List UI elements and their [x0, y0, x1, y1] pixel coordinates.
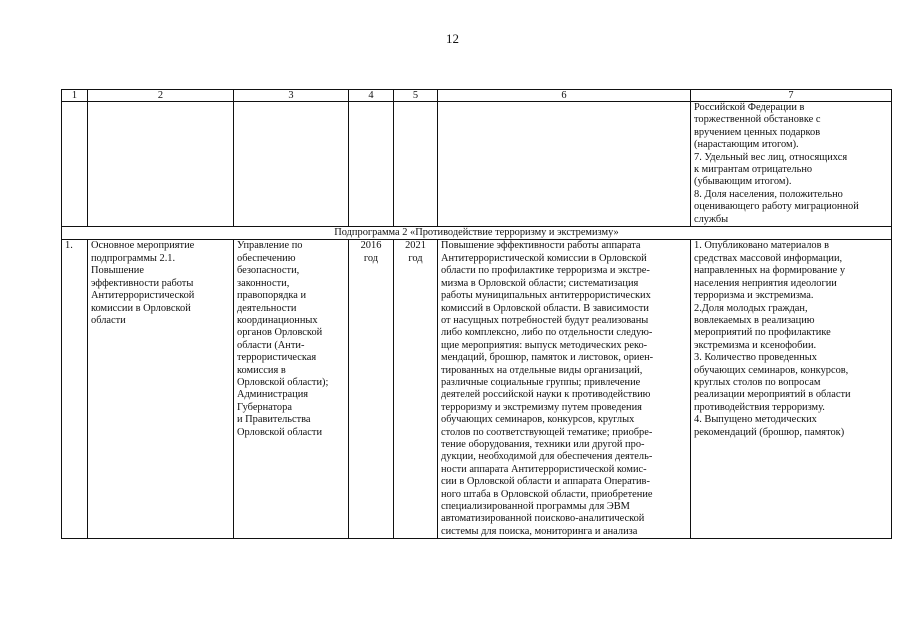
text-line: 2016 — [360, 240, 382, 252]
text-line: Повышение — [91, 265, 144, 277]
text-line: 1. Опубликовано материалов в — [694, 240, 829, 252]
text-line: к мигрантам отрицательно — [694, 164, 813, 176]
text-line: различные социальные группы; привлечение — [441, 376, 641, 388]
text-line: оценивающего работу миграционной — [694, 201, 859, 213]
subprogram-title: Подпрограмма 2 «Противодействие терроризму и экстремизму» — [62, 227, 892, 240]
text-line: законности, — [237, 277, 290, 289]
text-line: Повышение эффективности работы аппарата — [441, 240, 641, 252]
text-line: либо комплексно, либо по отдельности следую- — [441, 327, 653, 339]
text-line: деятелей российской науки к противодействию — [441, 389, 651, 401]
text-line: безопасности, — [237, 265, 300, 277]
text-line: 2.Доля молодых граждан, — [694, 302, 808, 314]
text-line: эффективности работы — [91, 277, 194, 289]
text-line: Российской Федерации в — [694, 102, 805, 113]
text-line: населения неприятия идеологии — [694, 277, 837, 289]
text-line: (нарастающим итогом). — [694, 139, 799, 151]
text-line: мероприятий по профилактике — [694, 327, 831, 339]
header-cell: 2 — [88, 90, 234, 102]
text-line: столов по соответствующей тематике; приобре- — [441, 426, 653, 438]
subprogram-row — [62, 227, 892, 240]
text-line: Управление по — [237, 240, 303, 252]
text-line: органов Орловской — [237, 327, 323, 339]
text-line: комиссий в Орловской области. В зависимости — [441, 302, 649, 314]
text-line: комиссия в — [237, 364, 286, 376]
text-line: Антитеррористической — [91, 290, 195, 302]
end-year-cell — [394, 240, 438, 539]
text-line: Администрация — [237, 389, 309, 401]
header-cell: 7 — [691, 90, 892, 102]
result-cell — [438, 240, 691, 539]
text-line: тение оборудования, техники или другой про- — [441, 438, 645, 450]
text-line: мизма в Орловской области; систематизация — [441, 277, 639, 289]
text-line: Основное мероприятие — [91, 240, 195, 252]
text-line: год — [363, 252, 379, 264]
text-line: Антитеррористической комиссии в Орловской — [441, 252, 647, 264]
text-line: обучающих семинаров, конкурсов, — [694, 364, 849, 376]
text-line: экстремизма и ксенофобии. — [694, 339, 817, 351]
text-line: Губернатора — [237, 401, 292, 413]
text-line: противодействия терроризму. — [694, 401, 825, 413]
executor-cell — [234, 240, 349, 539]
text-line: и Правительства — [237, 414, 311, 426]
header-cell: 1 — [62, 90, 88, 102]
header-cell: 6 — [438, 90, 691, 102]
text-line: работы муниципальных антитеррористических — [441, 290, 651, 302]
text-line: области по профилактике терроризма и экстре- — [441, 265, 650, 277]
text-line: направленных на формирование у — [694, 265, 846, 277]
text-line: области — [91, 314, 126, 326]
text-line: комиссии в Орловской — [91, 302, 191, 314]
continued-row — [62, 102, 892, 227]
text-line: мендаций, брошюр, памяток и листовок, ориен- — [441, 352, 654, 364]
header-cell: 5 — [394, 90, 438, 102]
text-line: торжественной обстановке с — [694, 114, 821, 126]
text-line: вовлекаемых в реализацию — [694, 314, 815, 326]
text-line: 8. Доля населения, положительно — [694, 188, 843, 200]
text-line: ного штаба в Орловской области, приобретение — [441, 488, 653, 500]
measure-row — [62, 240, 892, 539]
text-line: специализированной программы для ЭВМ — [441, 501, 630, 512]
text-line: (убывающим итогом). — [694, 176, 792, 188]
program-table — [61, 89, 892, 539]
text-line: 2021 — [405, 240, 426, 252]
header-cell: 4 — [349, 90, 394, 102]
text-line: тированных на отдельные виды организаций, — [441, 364, 643, 376]
continued-indicators-cell — [691, 102, 892, 227]
text-line: 7. Удельный вес лиц, относящихся — [694, 151, 848, 163]
text-line: Орловской области); — [237, 376, 329, 388]
text-line: реализации мероприятий в области — [694, 389, 851, 401]
text-line: ности аппарата Антитеррористической комис- — [441, 463, 647, 475]
text-line: год — [408, 252, 423, 264]
text-line: деятельности — [237, 302, 297, 314]
header-row — [62, 90, 892, 102]
text-line: сии в Орловской области и аппарата Оператив- — [441, 476, 650, 488]
text-line: от насущных потребностей будут реализованы — [441, 314, 649, 326]
text-line: средствах массовой информации, — [694, 252, 843, 264]
text-line: 3. Количество проведенных — [694, 352, 817, 364]
text-line: области (Анти- — [237, 339, 305, 351]
text-line: дукции, необходимой для обеспечения деятель- — [441, 451, 653, 463]
text-line: терроризма и экстремизма. — [694, 290, 814, 302]
header-cell: 3 — [234, 90, 349, 102]
page-number: 12 — [446, 31, 459, 46]
measure-cell — [88, 240, 234, 539]
row-number: 1. — [62, 240, 88, 539]
text-line: щие мероприятия: выпуск методических реко- — [441, 339, 648, 351]
text-line: Орловской области — [237, 426, 323, 438]
text-line: круглых столов по вопросам — [694, 376, 821, 388]
text-line: 4. Выпущено методических — [694, 414, 817, 426]
text-line: рекомендаций (брошюр, памяток) — [694, 426, 845, 438]
text-line: вручением ценных подарков — [694, 126, 821, 138]
text-line: обеспечению — [237, 252, 296, 264]
text-line: терроризму и экстремизму путем проведения — [441, 401, 642, 413]
text-line: правопорядка и — [237, 290, 307, 302]
text-line: системы для поиска, мониторинга и анализа — [441, 525, 638, 537]
text-line: координационных — [237, 314, 318, 326]
text-line: автоматизированной поисково-аналитической — [441, 513, 645, 525]
start-year-cell — [349, 240, 394, 539]
text-line: подпрограммы 2.1. — [91, 252, 176, 264]
text-line: террористическая — [237, 352, 317, 364]
indicators-cell — [691, 240, 892, 539]
text-line: обучающих семинаров, конкурсов, круглых — [441, 414, 635, 426]
text-line: службы — [694, 213, 729, 225]
